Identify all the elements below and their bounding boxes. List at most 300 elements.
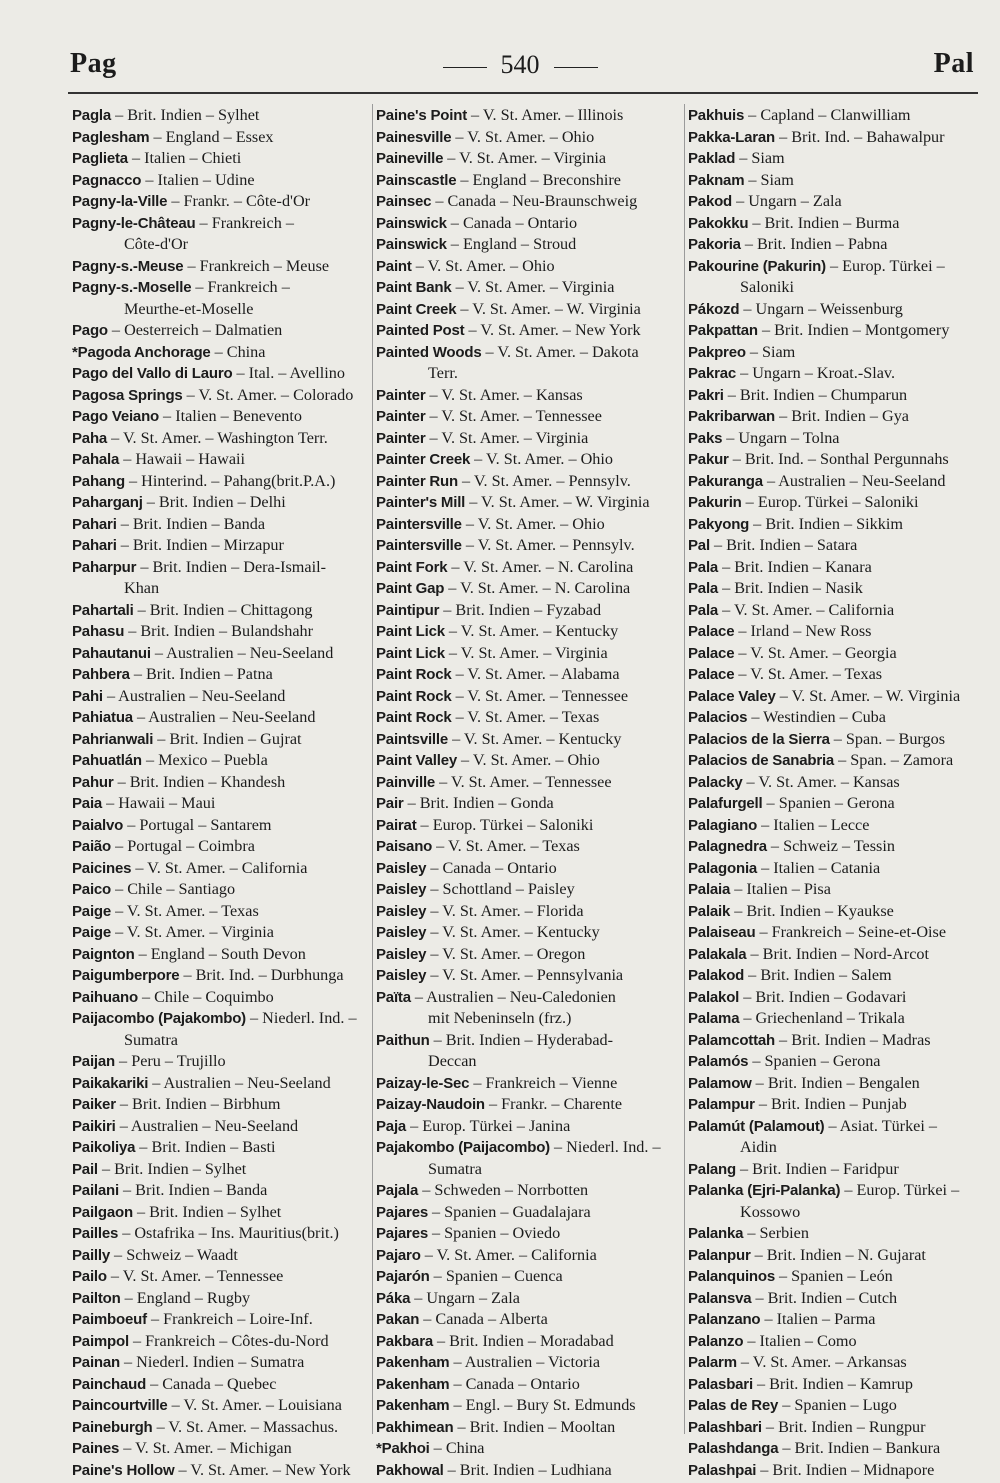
entry-location: – Frankreich – [195,213,294,232]
entry-location: – Frankreich – [191,278,290,296]
gazetteer-entry [72,686,368,708]
entry-location: – England – Essex [149,127,274,146]
gazetteer-entry [72,105,368,127]
gazetteer-entry [376,858,681,880]
entry-name: Pagny-s.-Moselle [72,279,192,296]
entry-name: Palansva [688,1289,752,1307]
entry-location: – Brit. Indien – Gujrat [153,729,302,748]
entry-name: Pajala [376,1182,419,1199]
gazetteer-entry [688,234,984,256]
entry-name: Paihuano [72,988,138,1006]
entry-name: Painter [376,408,426,425]
gazetteer-entry [688,621,984,643]
entry-name: Paimpol [72,1332,129,1350]
gazetteer-entry [376,772,681,794]
gazetteer-entry [688,299,984,321]
gazetteer-entry [688,965,984,987]
entry-continuation [688,1137,984,1159]
gazetteer-entry [376,600,681,622]
entry-name: Painted Woods [376,343,482,361]
entry-name: Paharganj [72,494,143,511]
entry-location: – Brit. Indien – Sikkim [749,514,903,533]
entry-name: Pakpattan [688,322,758,339]
entry-location: – Brit. Indien – Delhi [142,493,286,511]
gazetteer-entry [72,449,368,471]
entry-location: – Hinterind. – Pahang(brit.P.A.) [124,471,336,490]
entry-name: Palafurgell [688,795,763,812]
entry-location: – V. St. Amer. – Virginia [444,643,608,662]
entry-location: – V. St. Amer. – W. Virginia [456,299,641,318]
entry-name: Palamós [688,1053,749,1070]
gazetteer-entry [72,557,368,579]
gazetteer-entry [376,729,681,751]
entry-location: – V. St. Amer. – Louisiana [167,1396,342,1414]
gazetteer-entry [72,793,368,815]
gazetteer-entry [376,965,681,987]
entry-name: Pakenham [376,1375,450,1393]
gazetteer-entry [376,342,681,364]
entry-name: Paincourtville [72,1397,168,1414]
entry-name: Paint Creek [376,300,457,318]
gazetteer-entry [376,127,681,149]
gazetteer-entry [72,815,368,837]
entry-location: – V. St. Amer. – California [420,1245,597,1264]
entry-location: – Frankr. – Côte-d'Or [167,192,311,210]
gazetteer-entry [72,707,368,729]
entry-location: – Frankr. – Charente [484,1095,623,1113]
entry-name: Painswick [376,236,447,253]
entry-name: Pagla [72,107,112,124]
entry-name: Pakrac [688,365,737,382]
entry-location: – Brit. Indien – Bankura [778,1439,941,1457]
entry-name: Pajares [376,1225,428,1242]
entry-name: Pakyong [688,515,750,533]
entry-name: Pakur [688,451,729,468]
entry-location: – Spanien – Lugo [778,1396,897,1414]
entry-name: Palamow [688,1074,752,1092]
entry-location: – Spanien – Gerona [762,794,895,812]
gazetteer-entry [376,643,681,665]
gazetteer-entry [72,922,368,944]
entry-location: – V. St. Amer. – Virginia [425,428,589,447]
entry-location: – V. St. Amer. – New York [174,1460,351,1479]
entry-location: Sumatra [124,1030,178,1049]
gazetteer-entry [688,707,984,729]
entry-name: Paikakariki [72,1074,149,1092]
entry-location: – V. St. Amer. – Kentucky [444,622,619,640]
entry-name: Pago Veiano [72,408,159,425]
entry-location: – Canada – Alberta [419,1310,548,1328]
gazetteer-entry [72,1395,368,1417]
entry-name: Palanka [688,1225,744,1242]
gazetteer-entry [688,1073,984,1095]
entry-location: – Hawaii – Hawaii [119,450,246,468]
entry-location: – Griechenland – Trikala [739,1009,905,1027]
entry-name: Paine's Point [376,107,467,124]
entry-name: Pailgaon [72,1203,133,1221]
entry-location: – V. St. Amer. – Ohio [470,450,613,468]
gazetteer-entry [376,922,681,944]
entry-location: – Frankreich – Meuse [183,256,330,275]
entry-name: Pahuatlán [72,752,142,769]
entry-name: Pakhowal [376,1461,444,1479]
page-number-block [420,50,620,80]
entry-name: Pakurin [688,494,742,511]
entry-name: Palaia [688,881,731,898]
entry-location: – Brit. Indien – Gonda [403,794,554,812]
entry-location: – Asiat. Türkei – [824,1116,937,1135]
entry-continuation [72,299,368,321]
entry-name: Pakuranga [688,472,763,490]
entry-location: – Brit. Ind. – Durbhunga [179,966,344,984]
entry-location: – V. St. Amer. – Florida [426,901,584,920]
gazetteer-entry [688,772,984,794]
header-dash-right [554,67,598,68]
entry-name: Pakourine (Pakurin) [688,257,826,275]
entry-name: Paijacombo (Pajakombo) [72,1010,246,1027]
header-dash-left [443,67,487,68]
gazetteer-entry [376,1180,681,1202]
gazetteer-entry [688,1288,984,1310]
entry-location: – Canada – Neu-Braunschweig [431,192,638,210]
gazetteer-entry [688,858,984,880]
entry-name: Painter Run [376,472,458,490]
entry-name: Pajares [376,1203,428,1221]
entry-location: – Siam [735,149,785,167]
entry-name: Palashpai [688,1461,757,1479]
entry-name: Pakenham [376,1397,450,1414]
entry-location: – V. St. Amer. – Colorado [182,385,354,404]
entry-location: – V. St. Amer. – Ohio [456,751,600,769]
entry-name: Paimboeuf [72,1311,147,1328]
entry-name: Pakri [688,386,724,404]
entry-name: Pakhimean [376,1418,454,1436]
gazetteer-entry [376,385,681,407]
entry-location: – Siam [745,342,796,361]
entry-location: – Brit. Indien – Sylhet [111,106,260,124]
gazetteer-entry [376,836,681,858]
gazetteer-entry [72,320,368,342]
entry-name: Painswick [376,214,447,232]
entry-name: Pago del Vallo di Lauro [72,365,233,382]
entry-location: – Brit. Indien – Chumparun [723,385,908,404]
entry-name: Palacky [688,773,743,791]
entry-name: Pagosa Springs [72,386,183,404]
entry-location: – V. St. Amer. – Ohio [461,514,605,533]
entry-location: – V. St. Amer. – Ohio [411,256,555,275]
gazetteer-entry [72,729,368,751]
entry-location: – V. St. Amer. – Oregon [426,944,586,963]
gazetteer-entry [688,1245,984,1267]
gazetteer-entry [72,1051,368,1073]
gazetteer-entry [72,1094,368,1116]
gazetteer-entry [376,621,681,643]
gazetteer-entry [688,1051,984,1073]
entry-location: – V. St. Amer. – N. Carolina [447,557,634,576]
gazetteer-entry [688,1331,984,1353]
entry-location: – Italien – Chieti [127,149,242,167]
gazetteer-entry [376,815,681,837]
gazetteer-entry [376,170,681,192]
gazetteer-entry [688,449,984,471]
gazetteer-entry [72,385,368,407]
entry-location: – Brit. Indien – Mirzapur [116,536,284,554]
entry-location: – V. St. Amer. – Arkansas [736,1353,907,1371]
entry-name: Palamút (Palamout) [688,1117,825,1135]
entry-name: Pail [72,1160,98,1178]
gazetteer-entry [688,1438,984,1460]
gazetteer-entry [376,686,681,708]
entry-location: – Brit. Indien – Kyaukse [730,901,894,920]
entry-name: Paha [72,429,108,447]
entry-name: Pakod [688,193,733,210]
entry-location: – Portugal – Santarem [123,815,272,834]
entry-name: Pair [376,795,404,812]
entry-location: – Ungarn – Zala [410,1288,520,1307]
gazetteer-entry [376,1266,681,1288]
entry-location: – Brit. Indien – Dera-Ismail- [136,557,326,576]
entry-name: Palacios de la Sierra [688,730,830,748]
entry-name: Palaik [688,902,731,920]
gazetteer-entry [376,750,681,772]
entry-location: – Frankreich – Vienne [469,1073,618,1092]
entry-location: – Peru – Trujillo [115,1052,226,1070]
entry-location: – Australien – Neu-Seeland [102,686,286,705]
entry-continuation [688,277,984,299]
entry-name: Paiker [72,1096,116,1113]
entry-location: – Schweiz – Tessin [766,837,895,855]
gazetteer-entry [72,1266,368,1288]
entry-location: – Australien – Neu-Caledonien [410,987,616,1006]
entry-location: Côte-d'Or [124,235,189,253]
gazetteer-entry [688,406,984,428]
entry-name: Painchaud [72,1375,147,1393]
entry-location: – Brit. Indien – Godavari [739,987,907,1006]
entry-name: Paijan [72,1053,115,1070]
gazetteer-entry [688,492,984,514]
entry-name: Paithun [376,1031,430,1049]
entry-location: – Canada – Quebec [146,1374,277,1393]
gazetteer-entry [72,1460,368,1482]
entry-location: – V. St. Amer. – New York [464,321,641,339]
entry-location: – Span. – Burgos [829,729,946,748]
entry-name: Paige [72,902,112,920]
entry-name: Pahala [72,451,120,468]
entry-name: Paisley [376,902,427,920]
gazetteer-entry [72,277,368,299]
gazetteer-entry [688,686,984,708]
gazetteer-entry [688,256,984,278]
entry-location: – Brit. Indien – Ludhiana [443,1460,612,1479]
entry-name: Paisano [376,838,433,855]
entry-name: Paineburgh [72,1418,153,1436]
entry-location: – V. St. Amer. – Tennessee [425,407,602,425]
entry-name: Paigumberpore [72,967,180,984]
gazetteer-entry [688,428,984,450]
entry-continuation [376,1051,681,1073]
entry-location: – Brit. Indien – Punjab [754,1095,907,1113]
entry-location: – Chile – Coquimbo [137,987,274,1006]
entry-location: – V. St. Amer. – California [718,600,895,619]
page-number: 540 [500,50,540,79]
header-left-keyword: Pag [70,48,117,79]
entry-location: – Brit. Indien – Faridpur [735,1159,899,1178]
entry-name: Painan [72,1354,120,1371]
gazetteer-entry [688,1094,984,1116]
gazetteer-entry [376,191,681,213]
entry-name: Pakka-Laran [688,128,776,146]
gazetteer-entry [376,1030,681,1052]
gazetteer-entry [72,514,368,536]
entry-name: Palashdanga [688,1440,779,1457]
gazetteer-entry [688,664,984,686]
entry-name: Palampur [688,1096,755,1113]
entry-name: Pahur [72,773,114,791]
gazetteer-entry [72,428,368,450]
gazetteer-entry [376,1374,681,1396]
entry-location: – Siam [744,170,794,189]
gazetteer-entry [72,471,368,493]
entry-name: Pakribarwan [688,408,776,425]
entry-location: – Capland – Clanwilliam [744,106,911,124]
gazetteer-entry [688,600,984,622]
entry-location: – Brit. Ind. – Bahawalpur [775,127,945,146]
gazetteer-entry [376,514,681,536]
entry-location: – V. St. Amer. – W. Virginia [465,493,650,511]
entry-name: Paint Valley [376,752,457,769]
entry-location: – Ital. – Avellino [232,364,345,382]
gazetteer-entry [688,643,984,665]
gazetteer-entry [376,1331,681,1353]
entry-location: – V. St. Amer. – Virginia [443,149,607,167]
gazetteer-entry [72,1137,368,1159]
header-right-keyword: Pal [933,48,974,79]
gazetteer-entry [376,1395,681,1417]
entry-location: Aidin [740,1138,777,1156]
entry-location: Sumatra [428,1159,482,1178]
gazetteer-entry [688,471,984,493]
entry-location: – China [429,1439,485,1457]
entry-location: – Australien – Neu-Seeland [762,471,946,490]
entry-location: – England – Stroud [446,235,577,253]
entry-name: Pákozd [688,300,740,318]
entry-location: – Niederl. Ind. – [549,1138,661,1156]
entry-location: – Brit. Indien – Kanara [718,557,872,576]
gazetteer-entry [688,578,984,600]
entry-location: – V. St. Amer. – Tennessee [451,686,629,705]
column-1 [72,105,368,1481]
gazetteer-entry [688,191,984,213]
entry-continuation [376,1008,681,1030]
column-divider [684,104,685,1434]
gazetteer-entry [688,1309,984,1331]
entry-location: – Brit. Indien – Pabna [740,235,888,253]
gazetteer-entry [376,320,681,342]
entry-location: – V. St. Amer. – Kentucky [448,729,622,748]
entry-name: Paines [72,1440,120,1457]
entry-location: – Brit. Indien – Salem [744,966,892,984]
entry-name: Pahasu [72,623,125,640]
gazetteer-entry [688,944,984,966]
gazetteer-entry [72,148,368,170]
entry-name: Pajarón [376,1268,430,1285]
entry-location: – Brit. Indien – Midnapore [756,1460,935,1479]
entry-name: Palace [688,623,735,640]
entry-name: Pagny-la-Ville [72,193,168,210]
entry-location: – Ungarn – Kroat.-Slav. [736,364,896,382]
entry-name: Palakod [688,967,745,984]
entry-location: – Ungarn – Tolna [722,428,840,447]
gazetteer-entry [72,1309,368,1331]
entry-location: – Brit. Indien – Sylhet [132,1202,282,1221]
entry-name: Paint Fork [376,558,448,576]
entry-name: Painsec [376,193,432,210]
entry-location: – V. St. Amer. – Kentucky [426,923,600,941]
gazetteer-entry [688,363,984,385]
entry-name: Palamcottah [688,1031,775,1049]
gazetteer-entry [688,922,984,944]
entry-location: – Canada – Ontario [446,213,578,232]
entry-name: Paisley [376,924,427,941]
entry-name: Paks [688,429,723,447]
entry-location: – V. St. Amer. – Dakota [481,342,639,361]
gazetteer-entry [376,535,681,557]
gazetteer-entry [376,1309,681,1331]
entry-location: – V. St. Amer. – Pennsylv. [461,536,635,554]
entry-name: Pakpreo [688,343,746,361]
gazetteer-entry [688,1030,984,1052]
entry-name: Paharpur [72,558,137,576]
entry-name: Pailani [72,1182,119,1199]
entry-name: Pahi [72,687,103,705]
entry-name: Paintersville [376,515,462,533]
gazetteer-entry [376,1352,681,1374]
entry-location: – Brit. Indien – Rungpur [761,1417,926,1436]
gazetteer-entry [688,879,984,901]
entry-name: Paikiri [72,1117,116,1135]
entry-location: – V. St. Amer. – Ohio [451,127,595,146]
gazetteer-entry [376,1288,681,1310]
entry-name: Palanzo [688,1332,744,1350]
entry-location: – Niederl. Indien – Sumatra [119,1353,305,1371]
entry-location: – Ungarn – Zala [732,192,842,210]
gazetteer-entry [72,643,368,665]
entry-location: – Brit. Indien – Hyderabad- [429,1030,614,1049]
gazetteer-entry [376,1438,681,1460]
entry-name: Pailton [72,1289,121,1307]
entry-name: Palanzano [688,1311,761,1328]
entry-location: – Brit. Indien – Mooltan [453,1417,616,1436]
entry-name: Paisley [376,945,427,963]
entry-location: – V. St. Amer. – California [131,858,308,877]
entry-location: – Brit. Indien – Basti [135,1138,276,1156]
gazetteer-entry [376,1094,681,1116]
gazetteer-entry [72,1073,368,1095]
entry-name: Palagonia [688,859,758,877]
entry-location: mit Nebeninseln (frz.) [428,1009,572,1027]
entry-location: – Australien – Neu-Seeland [132,708,316,726]
gazetteer-entry [72,1331,368,1353]
gazetteer-entry [688,836,984,858]
entry-name: Painscastle [376,171,457,189]
gazetteer-entry [376,105,681,127]
entry-name: Pakokku [688,214,749,232]
gazetteer-entry [688,793,984,815]
entry-location: – Canada – Ontario [449,1374,580,1393]
entry-name: Paklad [688,150,736,167]
entry-location: – V. St. Amer. – Alabama [451,665,620,683]
entry-name: Painter's Mill [376,494,466,511]
